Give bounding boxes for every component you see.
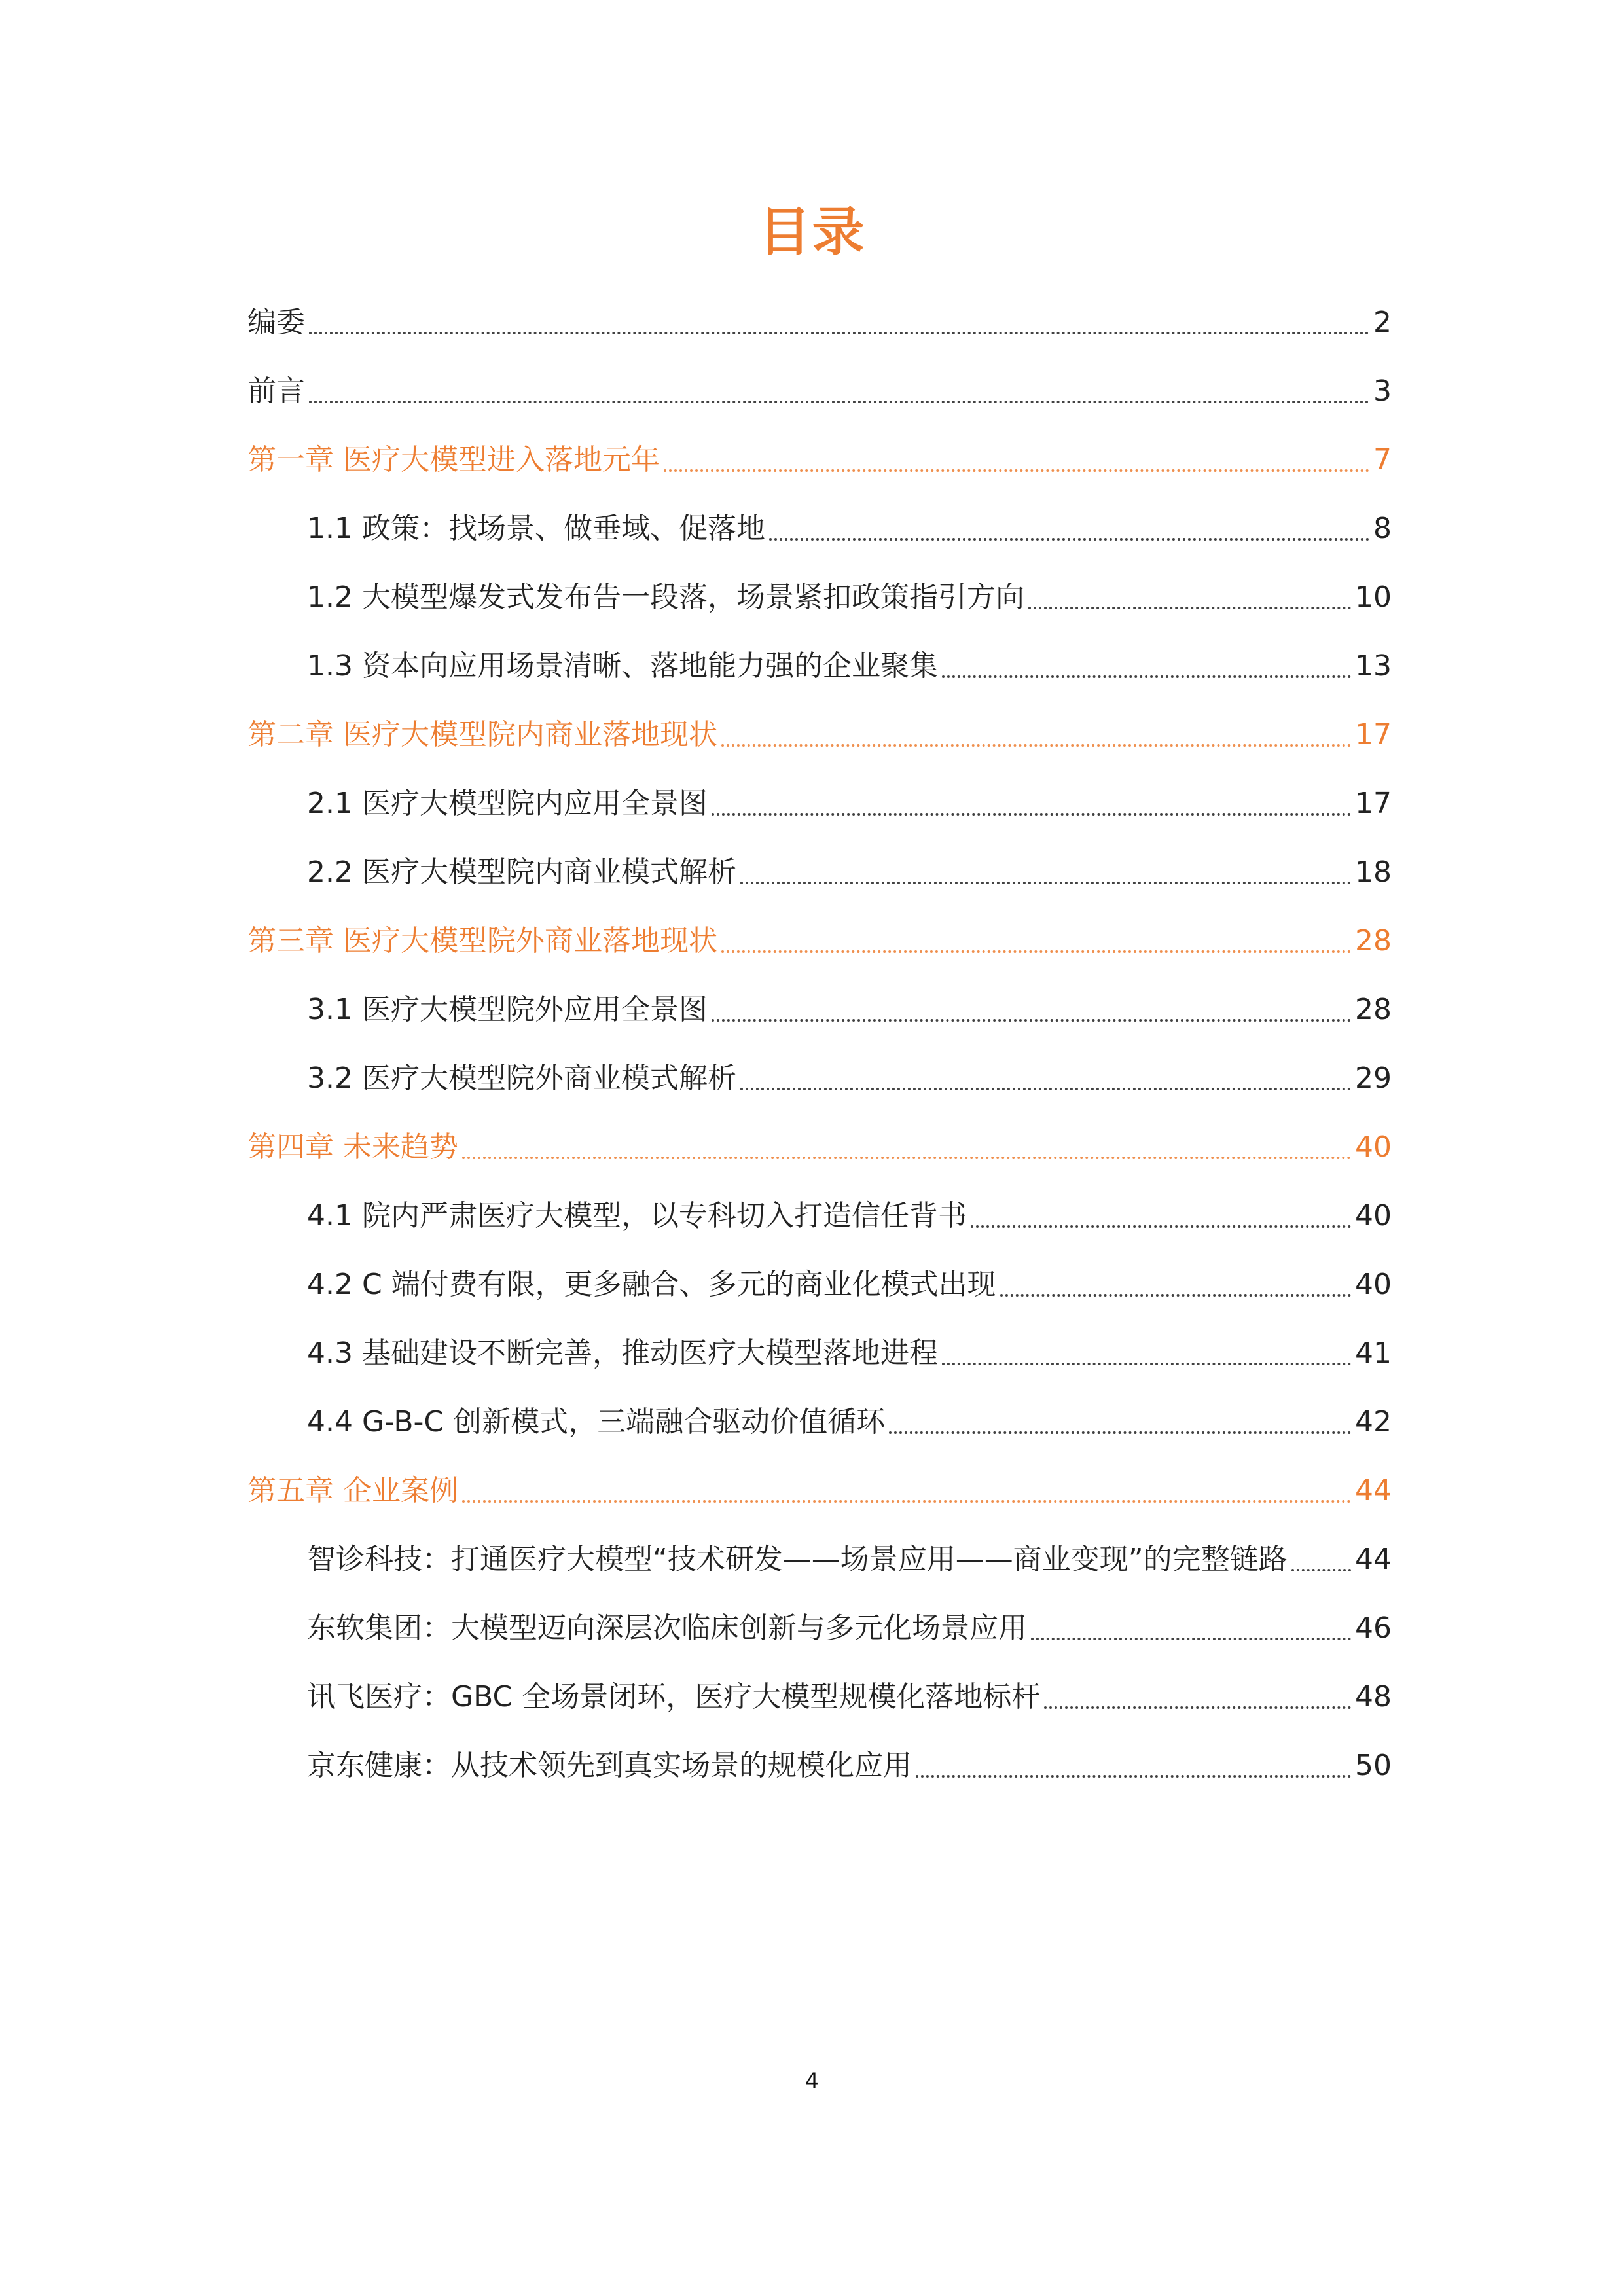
page-title: 目录 bbox=[758, 202, 866, 262]
toc-entry-page: 17 bbox=[1355, 717, 1392, 751]
toc-chapter-entry[interactable] bbox=[247, 700, 1392, 769]
toc-dot-leader bbox=[309, 401, 1369, 403]
page-number: 4 bbox=[805, 2068, 819, 2093]
toc-dot-leader bbox=[740, 882, 1351, 884]
toc-chapter-entry[interactable] bbox=[247, 1456, 1392, 1525]
toc-entry[interactable] bbox=[247, 494, 1392, 563]
toc-chapter-entry[interactable] bbox=[247, 906, 1392, 975]
toc-entry-page: 29 bbox=[1355, 1061, 1392, 1095]
toc-entry-label: 4.1 院内严肃医疗大模型，以专科切入打造信任背书 bbox=[307, 1198, 967, 1232]
toc-dot-leader bbox=[916, 1775, 1351, 1778]
toc-entry-label: 4.4 G-B-C 创新模式，三端融合驱动价值循环 bbox=[307, 1405, 886, 1439]
toc-chapter-entry[interactable] bbox=[247, 425, 1392, 494]
toc-dot-leader bbox=[712, 813, 1351, 816]
toc-entry-label: 东软集团：大模型迈向深层次临床创新与多元化场景应用 bbox=[307, 1611, 1027, 1645]
toc-entry-label: 4.2 C 端付费有限，更多融合、多元的商业化模式出现 bbox=[307, 1267, 996, 1301]
toc-dot-leader bbox=[889, 1431, 1351, 1434]
toc-entry[interactable] bbox=[247, 1731, 1392, 1800]
toc-dot-leader bbox=[740, 1088, 1351, 1090]
toc-entry-page: 13 bbox=[1355, 649, 1392, 683]
toc-entry[interactable] bbox=[247, 632, 1392, 700]
toc-entry-label: 第五章 企业案例 bbox=[247, 1473, 458, 1507]
toc-entry-label: 智诊科技：打通医疗大模型“技术研发——场景应用——商业变现”的完整链路 bbox=[307, 1542, 1288, 1576]
toc-dot-leader bbox=[721, 744, 1351, 747]
toc-entry[interactable] bbox=[247, 1525, 1392, 1594]
toc-entry-label: 讯飞医疗：GBC 全场景闭环，医疗大模型规模化落地标杆 bbox=[307, 1679, 1041, 1713]
toc-entry[interactable] bbox=[247, 1594, 1392, 1662]
toc-entry-page: 8 bbox=[1373, 511, 1392, 545]
toc-entry[interactable] bbox=[247, 288, 1392, 357]
toc-chapter-entry[interactable] bbox=[247, 1113, 1392, 1181]
toc-dot-leader bbox=[462, 1157, 1351, 1159]
toc-dot-leader bbox=[462, 1500, 1351, 1503]
toc-entry-page: 17 bbox=[1355, 786, 1392, 820]
toc-entry[interactable] bbox=[247, 769, 1392, 838]
table-of-contents bbox=[247, 288, 1392, 1800]
toc-entry-label: 第三章 医疗大模型院外商业落地现状 bbox=[247, 924, 717, 958]
toc-entry-page: 7 bbox=[1373, 442, 1392, 476]
toc-dot-leader bbox=[1031, 1638, 1351, 1640]
toc-entry-label: 第二章 医疗大模型院内商业落地现状 bbox=[247, 717, 717, 751]
toc-entry-label: 第一章 医疗大模型进入落地元年 bbox=[247, 442, 660, 476]
toc-dot-leader bbox=[721, 950, 1351, 953]
toc-entry-page: 50 bbox=[1355, 1748, 1392, 1782]
toc-entry[interactable] bbox=[247, 563, 1392, 632]
toc-entry-page: 40 bbox=[1355, 1130, 1392, 1164]
toc-entry[interactable] bbox=[247, 975, 1392, 1044]
toc-entry-page: 3 bbox=[1373, 374, 1392, 408]
toc-entry-label: 3.2 医疗大模型院外商业模式解析 bbox=[307, 1061, 736, 1095]
toc-entry-label: 第四章 未来趋势 bbox=[247, 1130, 458, 1164]
toc-entry-page: 40 bbox=[1355, 1198, 1392, 1232]
toc-entry[interactable] bbox=[247, 1044, 1392, 1113]
toc-entry[interactable] bbox=[247, 1388, 1392, 1456]
toc-entry-page: 44 bbox=[1355, 1473, 1392, 1507]
toc-entry-page: 44 bbox=[1355, 1542, 1392, 1576]
toc-entry[interactable] bbox=[247, 1319, 1392, 1388]
toc-entry-label: 4.3 基础建设不断完善，推动医疗大模型落地进程 bbox=[307, 1336, 938, 1370]
toc-entry[interactable] bbox=[247, 838, 1392, 906]
toc-dot-leader bbox=[942, 1363, 1351, 1365]
toc-entry-page: 48 bbox=[1355, 1679, 1392, 1713]
toc-entry-label: 编委 bbox=[247, 305, 305, 339]
toc-entry-page: 18 bbox=[1355, 855, 1392, 889]
toc-entry-label: 3.1 医疗大模型院外应用全景图 bbox=[307, 992, 708, 1026]
toc-entry-label: 前言 bbox=[247, 374, 305, 408]
toc-entry-label: 1.2 大模型爆发式发布告一段落，场景紧扣政策指引方向 bbox=[307, 580, 1024, 614]
toc-entry-page: 40 bbox=[1355, 1267, 1392, 1301]
toc-dot-leader bbox=[769, 538, 1369, 541]
toc-entry-page: 28 bbox=[1355, 992, 1392, 1026]
toc-dot-leader bbox=[664, 469, 1369, 472]
toc-entry-label: 京东健康：从技术领先到真实场景的规模化应用 bbox=[307, 1748, 912, 1782]
toc-dot-leader bbox=[1044, 1706, 1351, 1709]
toc-entry[interactable] bbox=[247, 1181, 1392, 1250]
toc-dot-leader bbox=[1028, 607, 1351, 609]
toc-dot-leader bbox=[712, 1019, 1351, 1022]
toc-dot-leader bbox=[971, 1225, 1351, 1228]
toc-entry-page: 41 bbox=[1355, 1336, 1392, 1370]
toc-entry-page: 28 bbox=[1355, 924, 1392, 958]
toc-entry-label: 1.3 资本向应用场景清晰、落地能力强的企业聚集 bbox=[307, 649, 938, 683]
toc-entry-page: 10 bbox=[1355, 580, 1392, 614]
toc-entry[interactable] bbox=[247, 1250, 1392, 1319]
toc-dot-leader bbox=[1291, 1569, 1351, 1571]
toc-entry-page: 2 bbox=[1373, 305, 1392, 339]
toc-entry[interactable] bbox=[247, 357, 1392, 425]
toc-entry[interactable] bbox=[247, 1662, 1392, 1731]
toc-entry-label: 2.1 医疗大模型院内应用全景图 bbox=[307, 786, 708, 820]
toc-dot-leader bbox=[942, 675, 1351, 678]
toc-dot-leader bbox=[1000, 1294, 1351, 1297]
toc-dot-leader bbox=[309, 332, 1369, 334]
toc-entry-label: 1.1 政策：找场景、做垂域、促落地 bbox=[307, 511, 765, 545]
toc-entry-page: 46 bbox=[1355, 1611, 1392, 1645]
toc-entry-page: 42 bbox=[1355, 1405, 1392, 1439]
toc-entry-label: 2.2 医疗大模型院内商业模式解析 bbox=[307, 855, 736, 889]
